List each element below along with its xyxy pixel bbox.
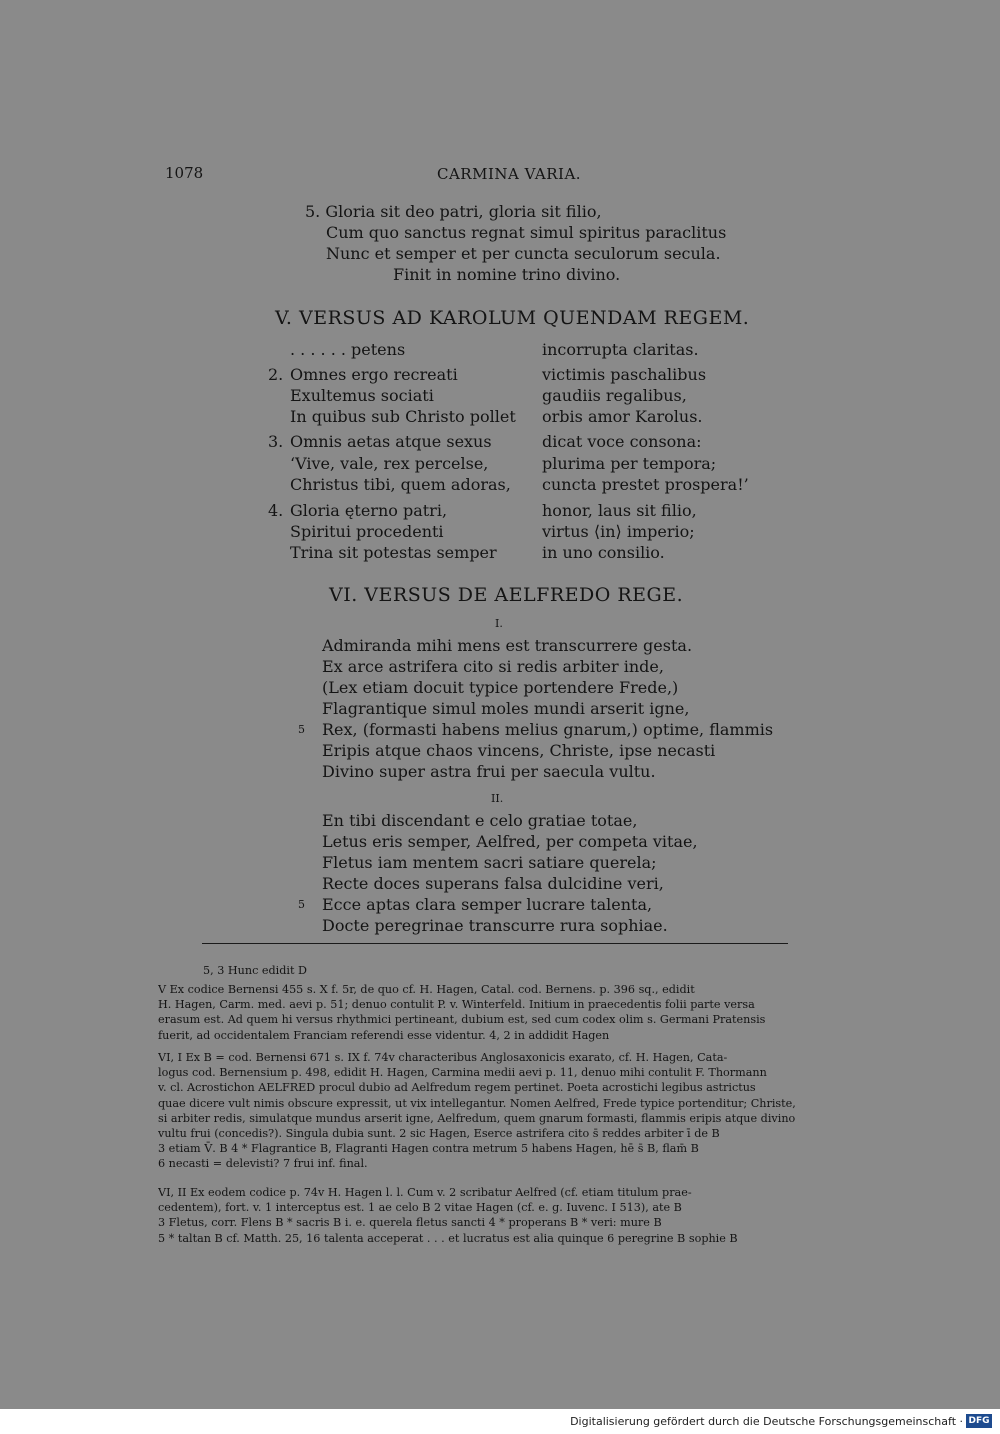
verse-left: Omnes ergo recreati — [290, 365, 458, 384]
verse-line: (Lex etiam docuit typice portendere Frede,) — [322, 678, 679, 697]
footnote-line: quae dicere vult nimis obscure expressit, ut vix intellegantur. Nomen Aelfred, Frede typice portenditur; Christe, — [158, 1096, 796, 1110]
verse-right: virtus ⟨in⟩ imperio; — [542, 522, 695, 541]
stanza-line: 5. Gloria sit deo patri, gloria sit filio, — [305, 202, 602, 221]
running-title: CARMINA VARIA. — [437, 165, 582, 183]
verse-left: Omnis aetas atque sexus — [290, 432, 492, 451]
verse-line: Flagrantique simul moles mundi arserit igne, — [322, 699, 690, 718]
verse-number: 3. — [268, 432, 284, 451]
verse-line: Admiranda mihi mens est transcurrere gesta. — [322, 636, 693, 655]
verse-right: orbis amor Karolus. — [542, 407, 703, 426]
footnote-line: 5, 3 Hunc edidit D — [203, 964, 308, 977]
verse-line: Eripis atque chaos vincens, Christe, ipse necasti — [322, 741, 716, 760]
verse-line: Fletus iam mentem sacri satiare querela; — [322, 853, 657, 872]
dfg-logo: DFG — [966, 1414, 992, 1428]
verse-right: incorrupta claritas. — [542, 340, 699, 359]
verse-line: Rex, (formasti habens melius gnarum,) optime, flammis — [322, 720, 774, 739]
footnote-line: si arbiter redis, simulatque mundus arserit igne, Aelfredum, quem gnarum formasti, flammis eripis atque divino — [158, 1111, 796, 1125]
page-number: 1078 — [165, 164, 204, 182]
verse-right: cuncta prestet prospera!’ — [542, 475, 749, 494]
footnote-line: 6 necasti = delevisti? 7 frui inf. final. — [158, 1157, 368, 1171]
footnote-line: V Ex codice Bernensi 455 s. X f. 5r, de quo cf. H. Hagen, Catal. cod. Bernens. p. 396 sq., edidit — [158, 983, 695, 996]
footnote-line: v. cl. Acrostichon AELFRED procul dubio ad Aelfredum regem pertinet. Poeta acrostichi legibus astrictus — [158, 1081, 756, 1095]
footnote-line: H. Hagen, Carm. med. aevi p. 51; denuo contulit P. v. Winterfeld. Initium in praecedentis folii parte versa — [158, 998, 755, 1012]
verse-left: Gloria ęterno patri, — [290, 501, 448, 520]
verse-line: Recte doces superans falsa dulcidine veri, — [322, 874, 664, 893]
footer-text: Digitalisierung gefördert durch die Deutsche Forschungsgemeinschaft · — [570, 1415, 963, 1428]
verse-line: Ecce aptas clara semper lucrare talenta, — [322, 895, 653, 914]
footnote-line: vultu frui (concedis?). Singula dubia sunt. 2 sic Hagen, Eserce astrifera cito s̄ reddes arbiter ī de B — [158, 1127, 720, 1140]
verse-left: Christus tibi, quem adoras, — [290, 475, 511, 494]
stanza-line: Nunc et semper et per cuncta seculorum secula. — [326, 244, 721, 263]
verse-line: Docte peregrinae transcurre rura sophiae. — [322, 916, 668, 935]
footnote-line: 5 * taltan B cf. Matth. 25, 16 talenta acceperat . . . et lucratus est alia quinque 6 peregrine B sophie B — [158, 1231, 738, 1245]
footnote-line: VI, II Ex eodem codice p. 74v H. Hagen l. l. Cum v. 2 scribatur Aelfred (cf. etiam titulum prae- — [158, 1186, 692, 1199]
verse-line: Letus eris semper, Aelfred, per competa vitae, — [322, 832, 698, 851]
footnote-line: VI, I Ex B = cod. Bernensi 671 s. IX f. 74v characteribus Anglosaxonicis exarato, cf. H. Hagen, Cata- — [158, 1051, 728, 1064]
footnote-line: 3 etiam V̄. B 4 * Flagrantice B, Flagranti Hagen contra metrum 5 habens Hagen, hē s̄ B, flam̄ B — [158, 1142, 699, 1156]
stanza-line: Cum quo sanctus regnat simul spiritus paraclitus — [326, 223, 727, 242]
verse-left: Spiritui procedenti — [290, 522, 444, 541]
footnote-line: 3 Fletus, corr. Flens B * sacris B i. e. querela fletus sancti 4 * properans B * veri: mure B — [158, 1216, 662, 1230]
verse-left: . . . . . . petens — [290, 340, 406, 359]
poem-vi-title: VI. VERSUS DE AELFREDO REGE. — [329, 584, 684, 606]
poem-v-title: V. VERSUS AD KAROLUM QUENDAM REGEM. — [275, 307, 750, 329]
footnote-line: erasum est. Ad quem hi versus rhythmici pertineant, dubium est, sed cum codex olim s. Germani Pratensis — [158, 1013, 766, 1027]
footnote-line: fuerit, ad occidentalem Franciam referendi esse videntur. 4, 2 in addidit Hagen — [158, 1028, 610, 1042]
verse-left: Exultemus sociati — [290, 386, 434, 405]
footnote-line: cedentem), fort. v. 1 interceptus est. 1 ae celo B 2 vitae Hagen (cf. e. g. Iuvenc. I 513), ate B — [158, 1201, 682, 1215]
part-label: II. — [491, 792, 504, 805]
verse-number: 4. — [268, 501, 284, 520]
verse-right: honor, laus sit filio, — [542, 501, 697, 520]
verse-line: En tibi discendant e celo gratiae totae, — [322, 811, 638, 830]
verse-left: In quibus sub Christo pollet — [290, 407, 516, 426]
verse-right: gaudiis regalibus, — [542, 386, 687, 405]
verse-right: plurima per tempora; — [542, 454, 717, 473]
footnote-divider — [202, 943, 788, 944]
footnote-line: logus cod. Bernensium p. 498, edidit H. Hagen, Carmina medii aevi p. 11, denuo mihi contulit F. Thormann — [158, 1066, 767, 1080]
line-number: 5 — [298, 898, 305, 911]
verse-right: victimis paschalibus — [542, 365, 707, 384]
verse-left: ‘Vive, vale, rex percelse, — [290, 454, 489, 473]
verse-right: dicat voce consona: — [542, 432, 702, 451]
verse-line: Ex arce astrifera cito si redis arbiter inde, — [322, 657, 664, 676]
verse-number: 2. — [268, 365, 284, 384]
line-number: 5 — [298, 723, 305, 736]
verse-line: Divino super astra frui per saecula vultu. — [322, 762, 656, 781]
verse-left: Trina sit potestas semper — [290, 543, 497, 562]
verse-right: in uno consilio. — [542, 543, 665, 562]
part-label: I. — [495, 617, 503, 630]
stanza-line: Finit in nomine trino divino. — [393, 265, 621, 284]
